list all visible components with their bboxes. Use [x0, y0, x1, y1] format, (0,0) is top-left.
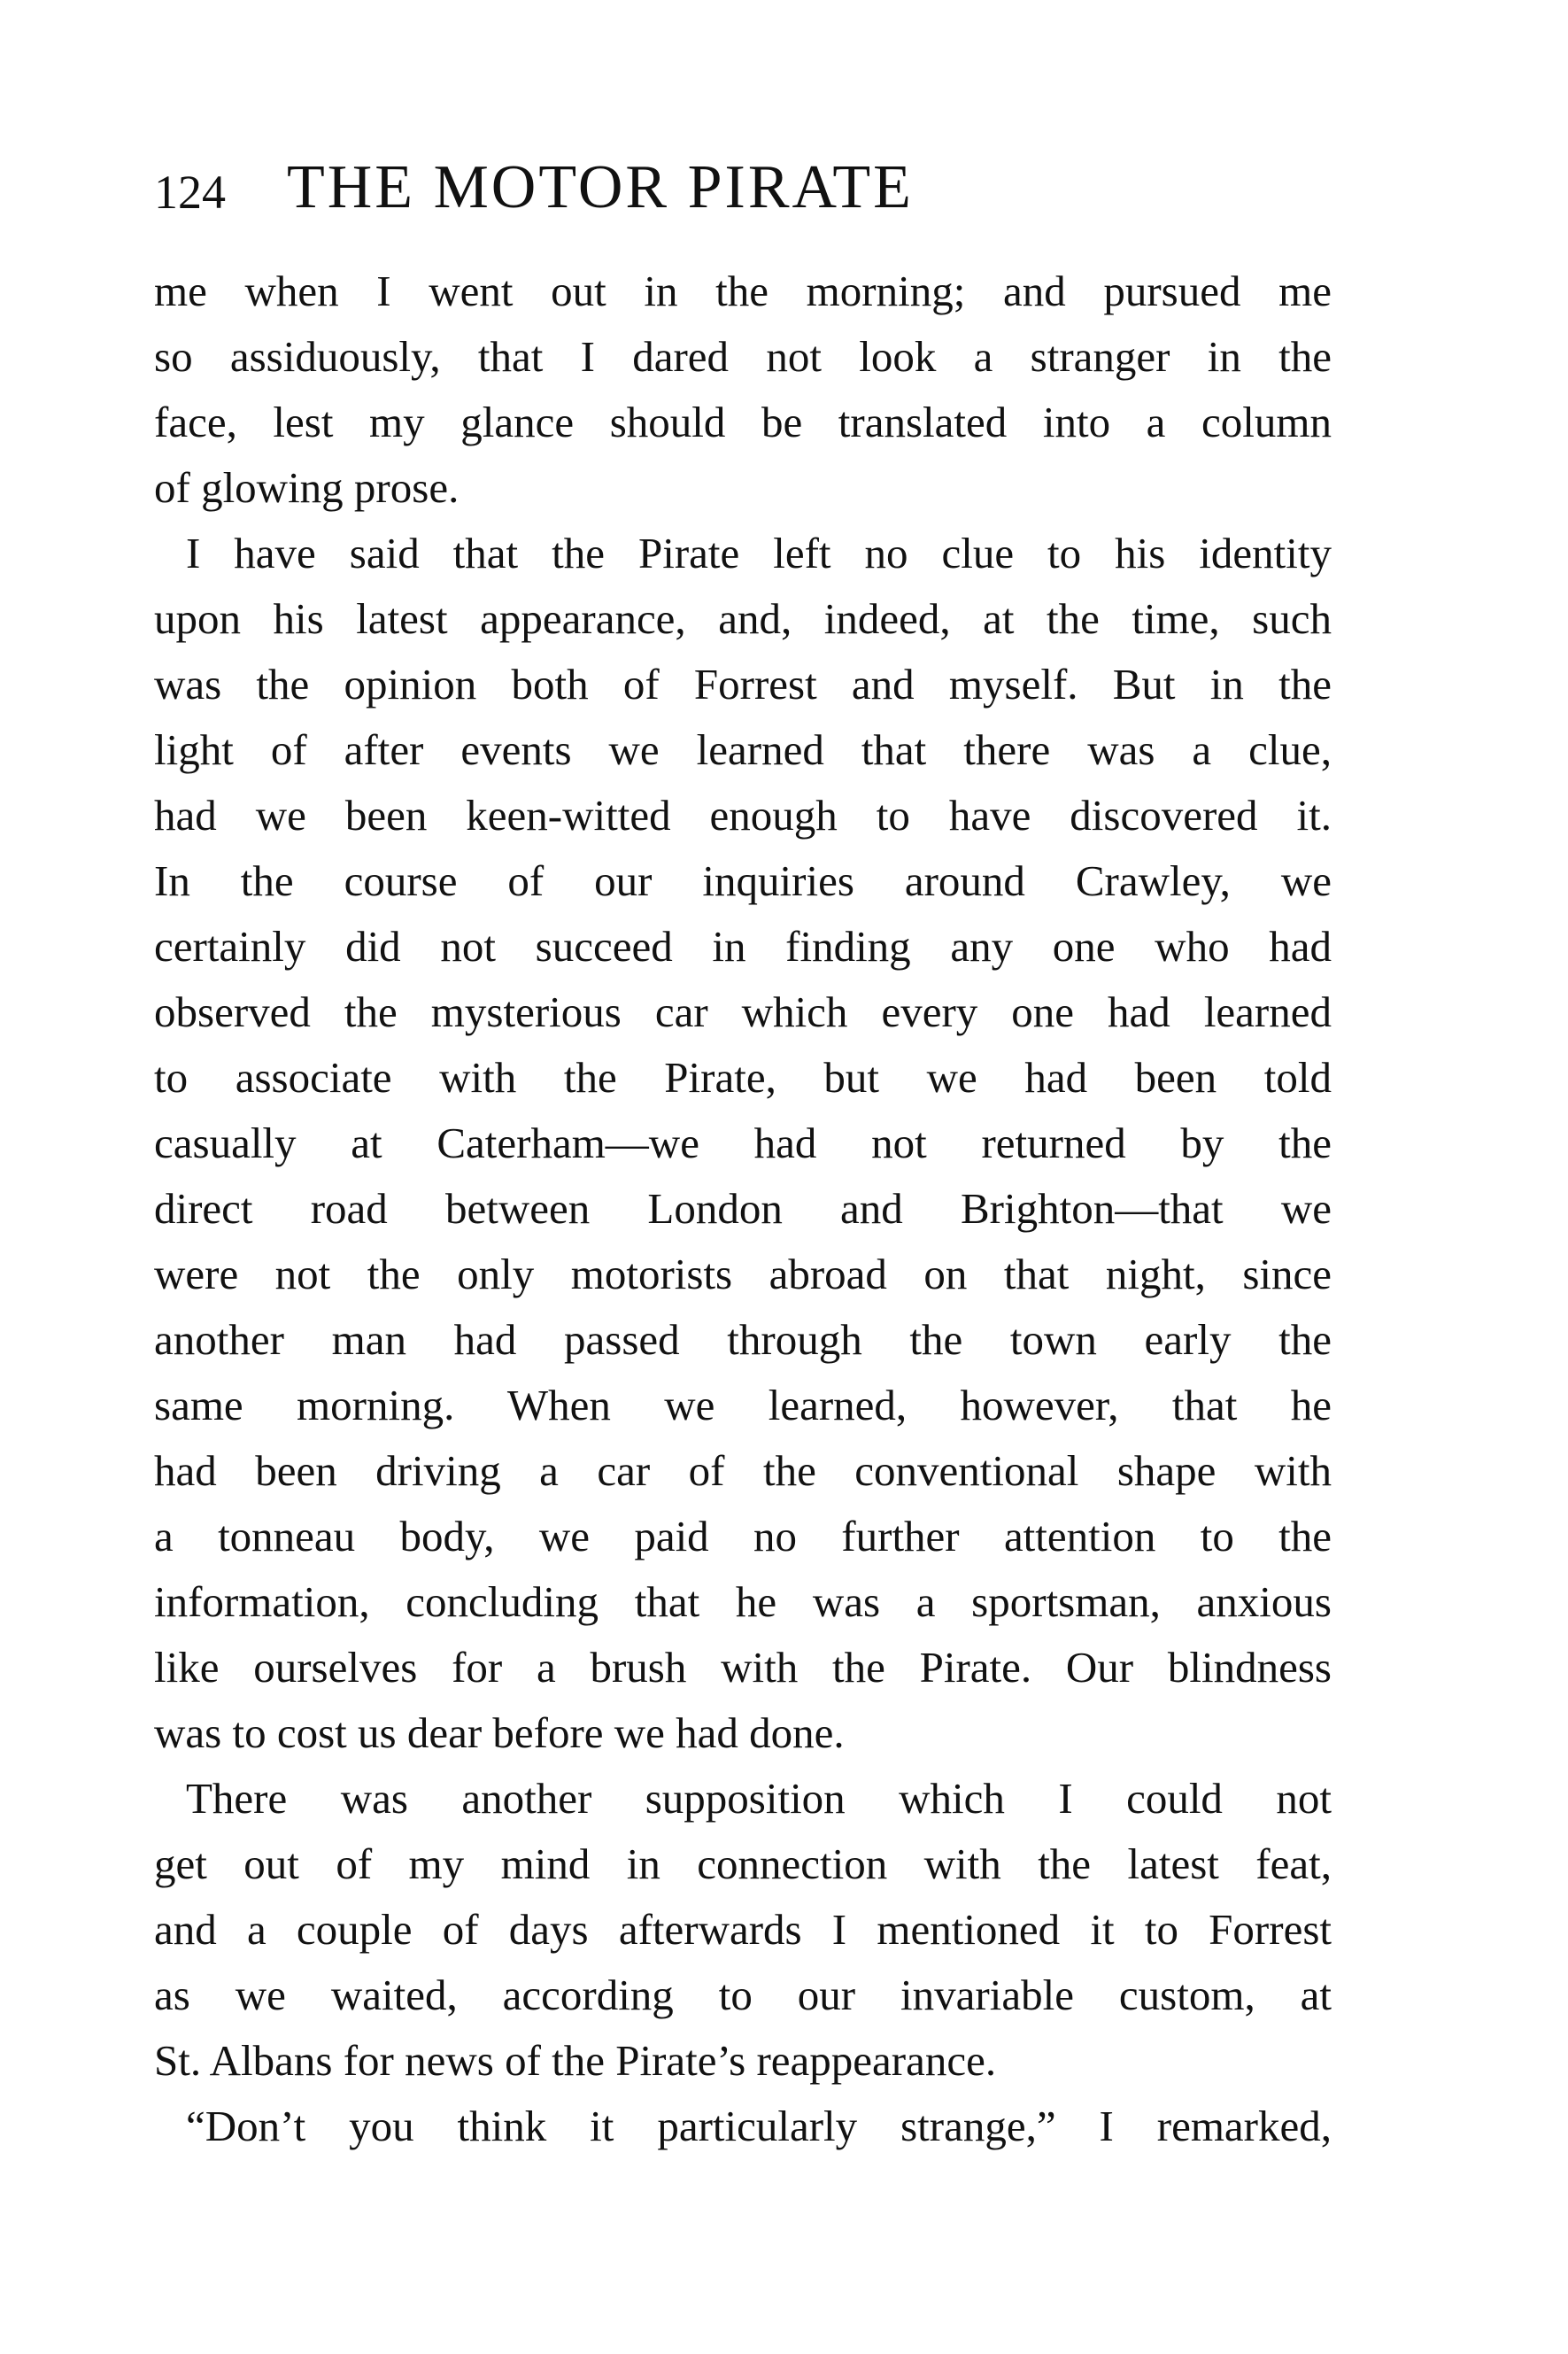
text-line: so assiduously, that I dared not look a stranger in the — [154, 332, 1332, 381]
text-line: were not the only motorists abroad on that night, since — [154, 1250, 1332, 1298]
running-title: THE MOTOR PIRATE — [287, 153, 914, 221]
text-line: In the course of our inquiries around Crawley, we — [154, 856, 1332, 905]
paragraph — [154, 2094, 1332, 2159]
text-line: information, concluding that he was a sportsman, anxious — [154, 1577, 1332, 1626]
text-line: St. Albans for news of the Pirate’s reappearance. — [154, 2036, 997, 2085]
text-line: another man had passed through the town early the — [154, 1315, 1332, 1364]
text-line: to associate with the Pirate, but we had been told — [154, 1053, 1332, 1102]
text-line: was the opinion both of Forrest and myself. But in the — [154, 660, 1332, 709]
text-line: like ourselves for a brush with the Pirate. Our blindness — [154, 1643, 1332, 1692]
paragraph — [154, 1766, 1332, 2094]
text-line: same morning. When we learned, however, that he — [154, 1381, 1332, 1429]
text-line: me when I went out in the morning; and pursued me — [154, 267, 1332, 315]
text-line: casually at Caterham—we had not returned by the — [154, 1119, 1332, 1167]
text-line: light of after events we learned that there was a clue, — [154, 725, 1332, 774]
text-line: and a couple of days afterwards I mentioned it to Forrest — [154, 1905, 1332, 1954]
text-line: direct road between London and Brighton—that we — [154, 1184, 1332, 1233]
text-line: There was another supposition which I could not — [186, 1774, 1332, 1823]
text-line: was to cost us dear before we had done. — [154, 1708, 845, 1757]
text-line: upon his latest appearance, and, indeed, at the time, such — [154, 594, 1332, 643]
text-line: observed the mysterious car which every one had learned — [154, 987, 1332, 1036]
paragraph — [154, 259, 1332, 521]
text-line: had we been keen-witted enough to have discovered it. — [154, 791, 1332, 840]
page-number: 124 — [154, 166, 226, 219]
running-header — [154, 152, 1332, 232]
page-body — [154, 259, 1332, 2159]
text-line: had been driving a car of the conventional shape with — [154, 1446, 1332, 1495]
text-line: certainly did not succeed in finding any one who had — [154, 922, 1332, 971]
text-line: “Don’t you think it particularly strange,” I remarked, — [186, 2102, 1332, 2150]
text-line: a tonneau body, we paid no further attention to the — [154, 1512, 1332, 1560]
text-line: face, lest my glance should be translated into a column — [154, 398, 1332, 446]
paragraph — [154, 521, 1332, 1766]
text-line: get out of my mind in connection with the latest feat, — [154, 1839, 1332, 1888]
text-line: as we waited, according to our invariable custom, at — [154, 1971, 1332, 2019]
text-line: of glowing prose. — [154, 463, 460, 512]
text-line: I have said that the Pirate left no clue to his identity — [186, 529, 1332, 577]
